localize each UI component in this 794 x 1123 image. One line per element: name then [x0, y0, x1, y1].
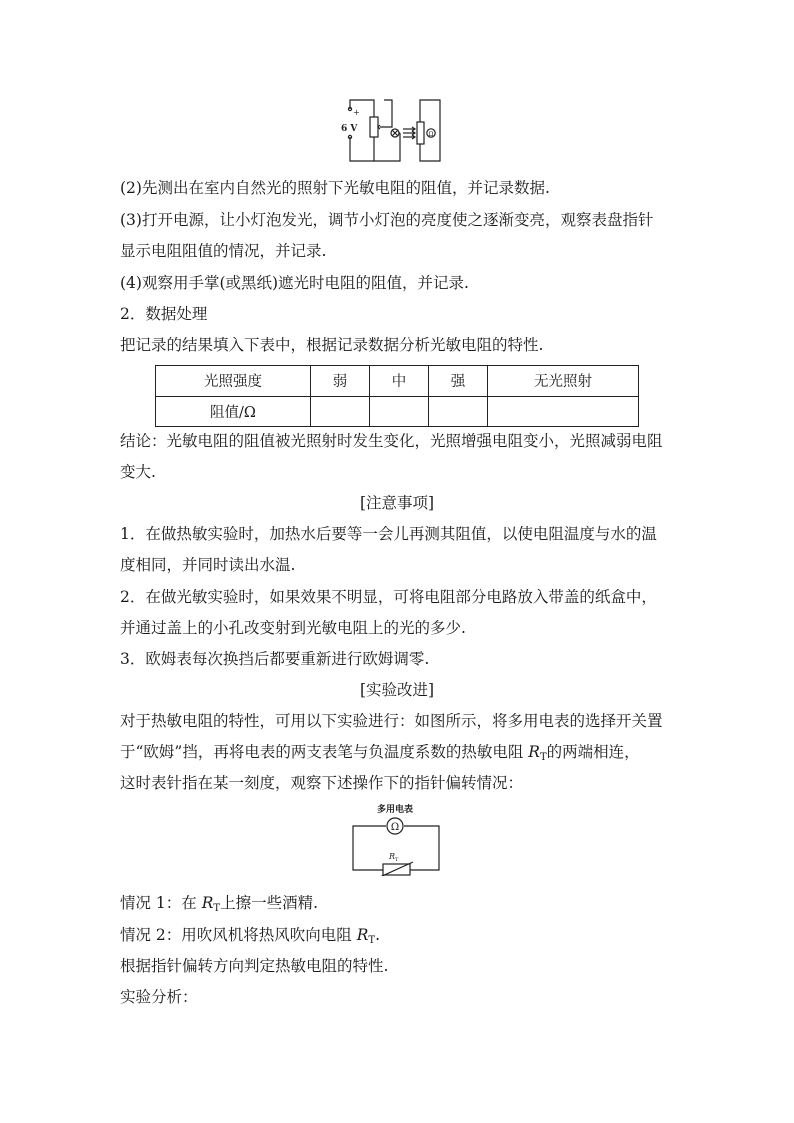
table-cell — [370, 396, 429, 427]
plus-sign: + — [353, 108, 360, 117]
case-1: 情况 1：在 $R_T$上擦一些酒精. — [120, 894, 318, 914]
step-3-line-2: 显示电阻阻值的情况，并记录. — [120, 242, 327, 260]
improve-line-2: 于“欧姆”挡，再将电表的两支表笔与负温度系数的热敏电阻 $R_T$的两端相连， — [120, 743, 640, 763]
section-2-intro: 把记录的结果填入下表中，根据记录数据分析光敏电阻的特性. — [120, 336, 544, 354]
note-3: 3．欧姆表每次换挡后都要重新进行欧姆调零. — [120, 650, 430, 668]
photoresistor-circuit-diagram — [340, 98, 445, 164]
case-2: 情况 2：用吹风机将热风吹向电阻 $R_T$. — [120, 926, 380, 946]
step-3-line-1: (3)打开电源，让小灯泡发光，调节小灯泡的亮度使之逐渐变亮，观察表盘指针 — [120, 211, 654, 229]
rt-symbol: $R_T$ — [201, 894, 221, 914]
note-1-line-1: 1．在做热敏实验时，加热水后要等一会儿再测其阻值，以使电阻温度与水的温 — [120, 525, 657, 543]
note-2-line-2: 并通过盖上的小孔改变射到光敏电阻上的光的多少. — [120, 619, 466, 637]
rt-symbol: $R_T$ — [528, 743, 547, 763]
multimeter-label: 多用电表 — [376, 805, 414, 815]
note-2-line-1: 2．在做光敏实验时，如果效果不明显，可将电阻部分电路放入带盖的纸盒中， — [120, 588, 657, 606]
thermistor-circuit-diagram — [349, 802, 445, 876]
table-cell — [429, 396, 488, 427]
rt-symbol: $R_T$ — [356, 926, 376, 946]
notes-heading: [注意事项] — [359, 494, 435, 512]
light-resistance-table — [155, 365, 639, 427]
ohm-icon: Ω — [390, 822, 400, 833]
analysis-label: 实验分析： — [120, 988, 198, 1006]
svg-text:Ω: Ω — [428, 131, 434, 138]
rt-diagram-label: $R_T$ — [389, 852, 399, 863]
table-row — [156, 366, 639, 397]
conclusion-line-1: 结论：光敏电阻的阻值被光照射时发生变化，光照增强电阻变小，光照减弱电阻 — [120, 432, 663, 450]
table-cell — [311, 396, 370, 427]
table-header-cell: 光照强度 — [156, 366, 311, 397]
improve-line-3: 这时表针指在某一刻度，观察下述操作下的指针偏转情况： — [120, 774, 524, 792]
table-header-cell: 无光照射 — [488, 366, 639, 397]
step-2: (2)先测出在室内自然光的照射下光敏电阻的阻值，并记录数据. — [120, 179, 550, 197]
table-row-label: 阻值/Ω — [156, 396, 311, 427]
table-header-cell: 中 — [370, 366, 429, 397]
table-cell — [488, 396, 639, 427]
improve-heading: [实验改进] — [359, 681, 435, 699]
conclusion-line-2: 变大. — [120, 463, 156, 481]
voltage-label: 6 V — [341, 124, 358, 134]
note-1-line-2: 度相同，并同时读出水温. — [120, 556, 296, 574]
judge-line: 根据指针偏转方向判定热敏电阻的特性. — [120, 957, 389, 975]
section-2-heading: 2．数据处理 — [120, 305, 208, 323]
step-4: (4)观察用手掌(或黑纸)遮光时电阻的阻值，并记录. — [120, 274, 469, 292]
table-header-cell: 强 — [429, 366, 488, 397]
improve-line-1: 对于热敏电阻的特性，可用以下实验进行：如图所示，将多用电表的选择开关置 — [120, 712, 663, 730]
table-row — [156, 396, 639, 427]
table-header-cell: 弱 — [311, 366, 370, 397]
